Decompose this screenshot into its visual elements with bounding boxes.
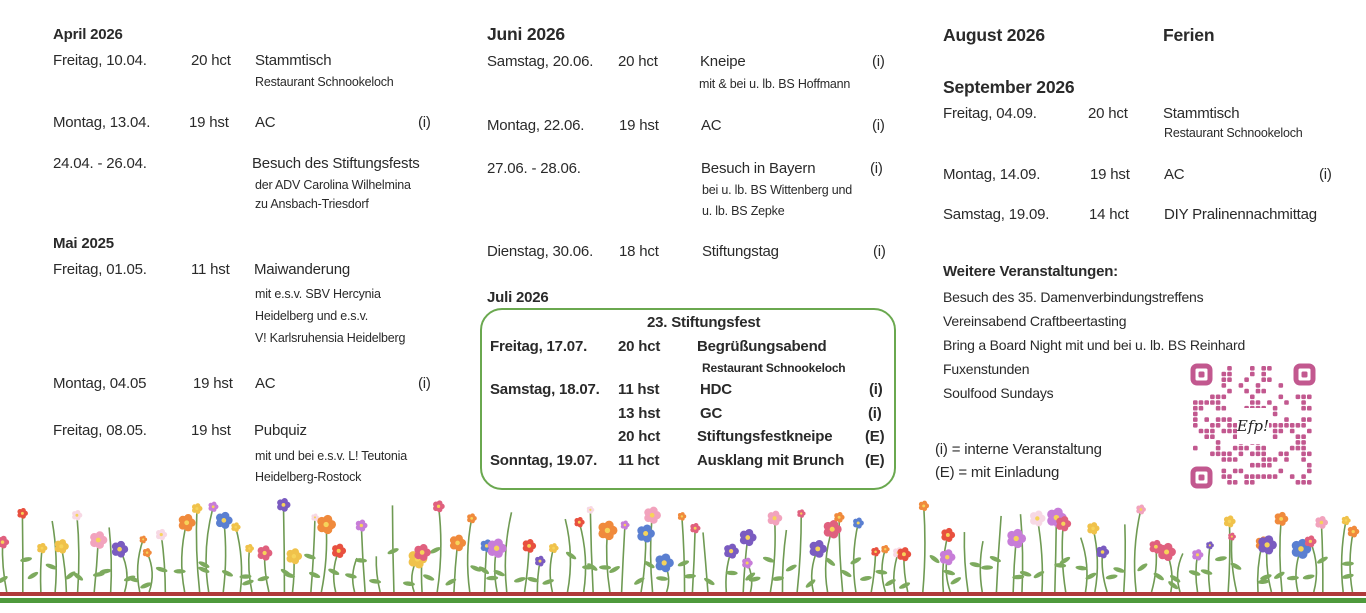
event-mark: (E) [865,452,885,469]
september-heading: September 2026 [943,77,1075,97]
event-time: 19 hst [619,117,659,134]
event-mark: (i) [868,405,882,422]
event-mark: (i) [872,117,885,134]
qr-code[interactable] [1190,363,1316,489]
event-time: 19 hst [1090,166,1130,183]
event-title: DIY Pralinennachmittag [1164,206,1317,223]
juli-heading: Juli 2026 [487,289,549,306]
event-detail: V! Karlsruhensia Heidelberg [255,331,406,345]
list-item: Vereinsabend Craftbeertasting [943,313,1127,329]
event-date: Montag, 04.05 [53,375,147,392]
event-date: Montag, 14.09. [943,166,1041,183]
event-detail: u. lb. BS Zepke [702,204,785,218]
event-time: 18 hct [619,243,659,260]
event-title: Stammtisch [1163,105,1240,122]
list-item: Bring a Board Night mit und bei u. lb. BS Reinhard [943,337,1246,353]
event-date: Montag, 22.06. [487,117,585,134]
event-title: GC [700,405,723,422]
event-mark: (i) [1319,166,1332,183]
event-title: Besuch in Bayern [701,160,816,177]
list-item: Besuch des 35. Damenverbindungstreffens [943,289,1204,305]
qr-logo: Efp! [1236,417,1270,435]
event-title: Maiwanderung [254,261,350,278]
event-time: 19 hst [191,422,231,439]
event-title: Stiftungstag [702,243,779,260]
event-title: HDC [700,381,732,398]
event-time: 20 hct [618,428,661,445]
event-title: Pubquiz [254,422,307,439]
event-title: AC [255,114,276,131]
list-item: Soulfood Sundays [943,385,1054,401]
event-detail: Restaurant Schnookeloch [1164,126,1303,140]
event-detail: Restaurant Schnookeloch [702,361,846,375]
event-date: Freitag, 10.04. [53,52,147,69]
event-time: 20 hct [1088,105,1128,122]
event-detail: Heidelberg-Rostock [255,470,362,484]
event-mark: (i) [418,375,431,392]
event-date: Freitag, 17.07. [490,338,588,355]
event-detail: Heidelberg und e.s.v. [255,309,368,323]
event-time: 11 hct [618,452,660,469]
event-date: 27.06. - 28.06. [487,160,581,177]
event-detail: mit e.s.v. SBV Hercynia [255,287,381,301]
event-time: 19 hst [193,375,233,392]
event-time: 20 hct [618,338,661,355]
event-date: Dienstag, 30.06. [487,243,594,260]
event-title: AC [1164,166,1185,183]
event-date: Freitag, 08.05. [53,422,147,439]
mai-heading: Mai 2025 [53,235,114,252]
event-mark: (i) [873,243,886,260]
event-time: 11 hst [191,261,230,278]
event-date: Sonntag, 19.07. [490,452,598,469]
april-heading: April 2026 [53,26,123,43]
event-date: Samstag, 19.09. [943,206,1050,223]
list-item: Fuxenstunden [943,361,1030,377]
event-title: Begrüßungsabend [697,338,827,355]
flower-meadow-decoration [0,492,1366,613]
event-time: 11 hst [618,381,660,398]
event-title: Ausklang mit Brunch [697,452,845,469]
event-date: Samstag, 18.07. [490,381,600,398]
event-detail: mit & bei u. lb. BS Hoffmann [699,77,851,91]
event-title: AC [255,375,276,392]
juni-heading: Juni 2026 [487,24,565,44]
event-time: 13 hst [618,405,661,422]
event-date: Freitag, 04.09. [943,105,1037,122]
event-detail: bei u. lb. BS Wittenberg und [702,183,853,197]
weitere-heading: Weitere Veranstaltungen: [943,263,1118,280]
box-title: 23. Stiftungsfest [647,314,761,331]
event-mark: (i) [418,114,431,131]
legend-internal: (i) = interne Veranstaltung [935,441,1102,458]
event-time: 20 hct [191,52,231,69]
event-date: Samstag, 20.06. [487,53,594,70]
event-title: Besuch des Stiftungsfests [252,155,420,172]
event-mark: (i) [870,160,883,177]
event-time: 19 hst [189,114,229,131]
event-date: Montag, 13.04. [53,114,151,131]
event-mark: (E) [865,428,885,445]
august-heading: August 2026 [943,25,1045,45]
event-mark: (i) [872,53,885,70]
legend-invitation: (E) = mit Einladung [935,464,1060,481]
event-detail: mit und bei e.s.v. L! Teutonia [255,449,407,463]
event-detail: Restaurant Schnookeloch [255,75,394,89]
event-time: 20 hct [618,53,658,70]
event-mark: (i) [869,381,883,398]
event-time: 14 hct [1089,206,1129,223]
event-title: Stammtisch [255,52,332,69]
event-detail: zu Ansbach-Triesdorf [255,197,369,211]
event-date: 24.04. - 26.04. [53,155,147,172]
event-title: Stiftungsfestkneipe [697,428,833,445]
august-note: Ferien [1163,25,1215,45]
event-date: Freitag, 01.05. [53,261,147,278]
event-detail: der ADV Carolina Wilhelmina [255,178,411,192]
event-title: AC [701,117,722,134]
event-title: Kneipe [700,53,746,70]
